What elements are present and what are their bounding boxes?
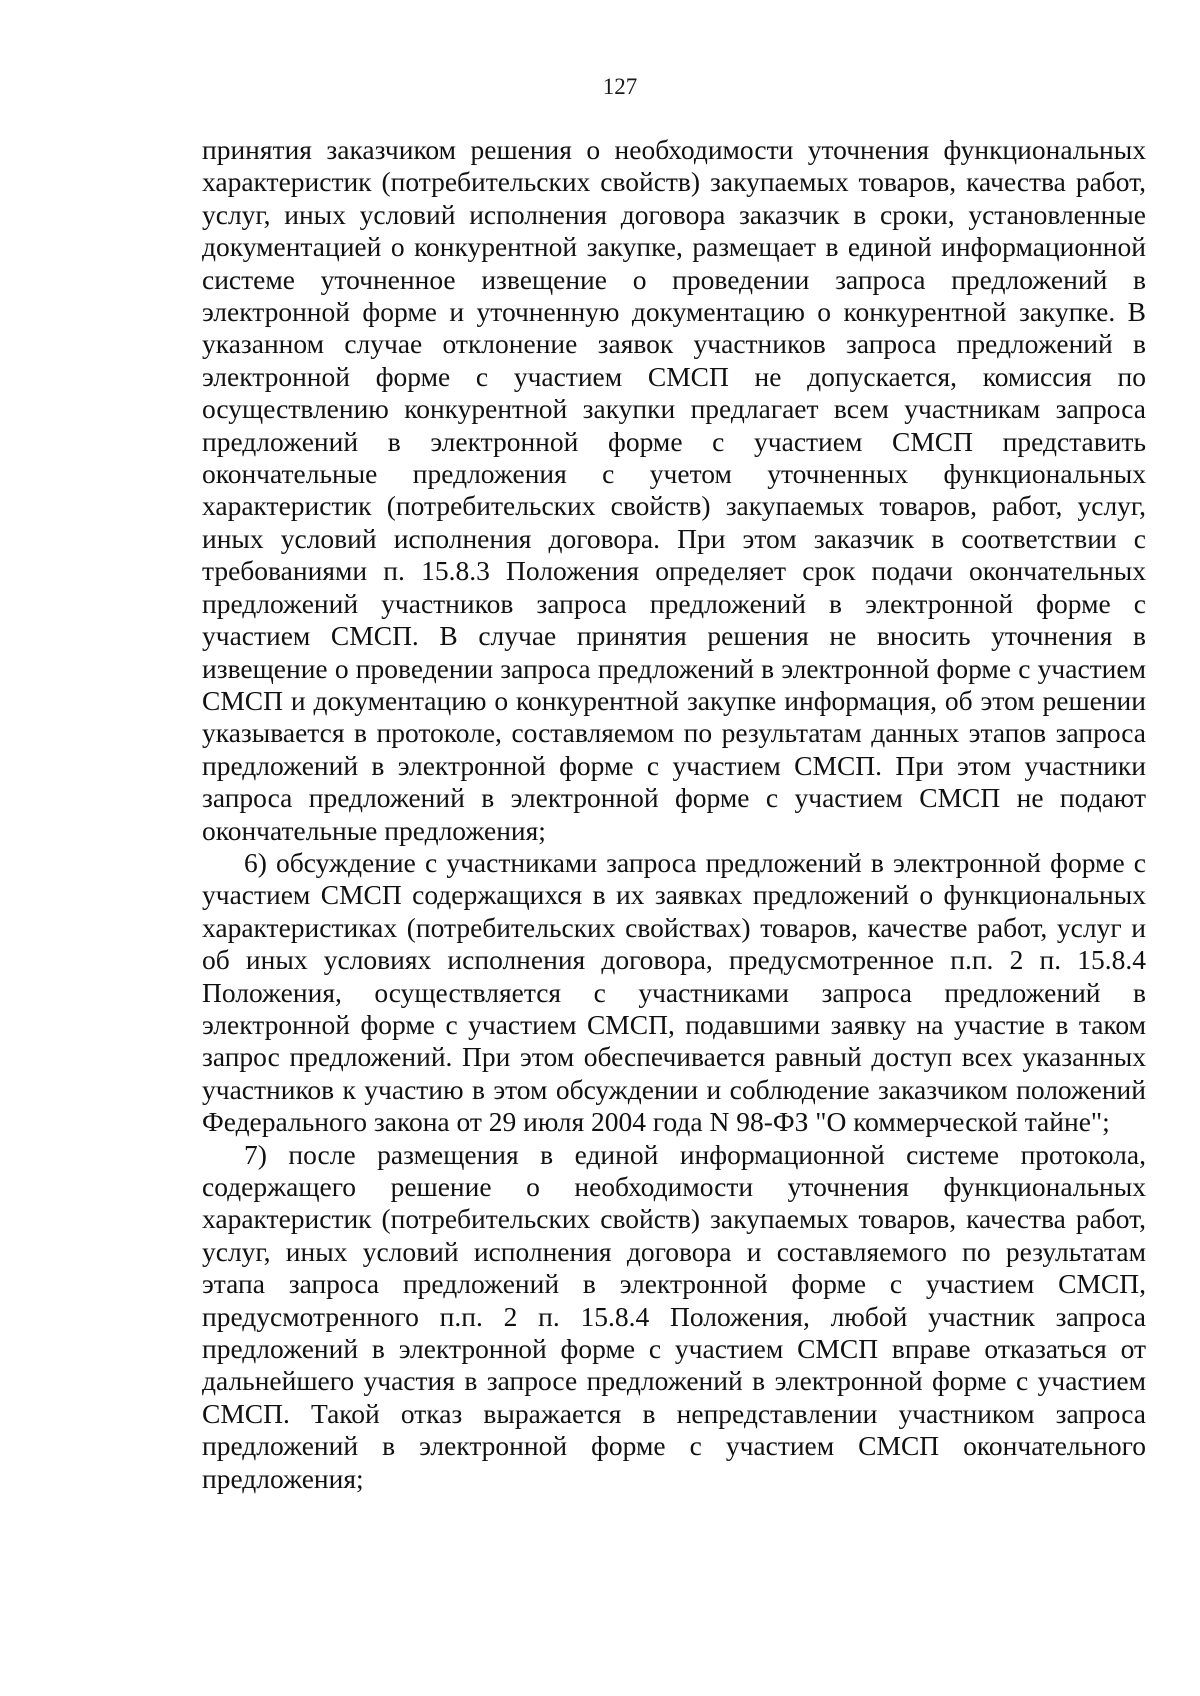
paragraph-item-7: 7) после размещения в единой информационной системе протокола, содержащего решение о необходимости уточнения функциональных характеристик (потребительских свойств) закупаемых товаров, качества работ, услуг, иных условий исполнения договора и составляемого по результатам этапа запроса предложений в электронной форме с участием СМСП, предусмотренного п.п. 2 п. 15.8.4 Положения, любой участник запроса предложений в электронной форме с участием СМСП вправе отказаться от дальнейшего участия в запросе предложений в электронной форме с участием СМСП. Такой отказ выражается в непредставлении участником запроса предложений в электронной форме с участием СМСП окончательного предложения; — [202, 1138, 1146, 1494]
paragraph-continuation: принятия заказчиком решения о необходимости уточнения функциональных характеристик (потребительских свойств) закупаемых товаров, качества работ, услуг, иных условий исполнения договора заказчик в сроки, установленные документацией о конкурентной закупке, размещает в единой информационной системе уточненное извещение о проведении запроса предложений в электронной форме и уточненную документацию о конкурентной закупке. В указанном случае отклонение заявок участников запроса предложений в электронной форме с участием СМСП не допускается, комиссия по осуществлению конкурентной закупки предлагает всем участникам запроса предложений в электронной форме с участием СМСП представить окончательные предложения с учетом уточненных функциональных характеристик (потребительских свойств) закупаемых товаров, работ, услуг, иных условий исполнения договора. При этом заказчик в соответствии с требованиями п. 15.8.3 Положения определяет срок подачи окончательных предложений участников запроса предложений в электронной форме с участием СМСП. В случае принятия решения не вносить уточнения в извещение о проведении запроса предложений в электронной форме с участием СМСП и документацию о конкурентной закупке информация, об этом решении указывается в протоколе, составляемом по результатам данных этапов запроса предложений в электронной форме с участием СМСП. При этом участники запроса предложений в электронной форме с участием СМСП не подают окончательные предложения; — [202, 134, 1146, 846]
page-number: 127 — [602, 74, 638, 99]
paragraph-item-6: 6) обсуждение с участниками запроса предложений в электронной форме с участием СМСП содержащихся в их заявках предложений о функциональных характеристиках (потребительских свойствах) товаров, качестве работ, услуг и об иных условиях исполнения договора, предусмотренное п.п. 2 п. 15.8.4 Положения, осуществляется с участниками запроса предложений в электронной форме с участием СМСП, подавшими заявку на участие в таком запрос предложений. При этом обеспечивается равный доступ всех указанных участников к участию в этом обсуждении и соблюдение заказчиком положений Федерального закона от 29 июля 2004 года N 98-ФЗ "О коммерческой тайне"; — [202, 846, 1146, 1138]
document-body — [202, 134, 1146, 1495]
